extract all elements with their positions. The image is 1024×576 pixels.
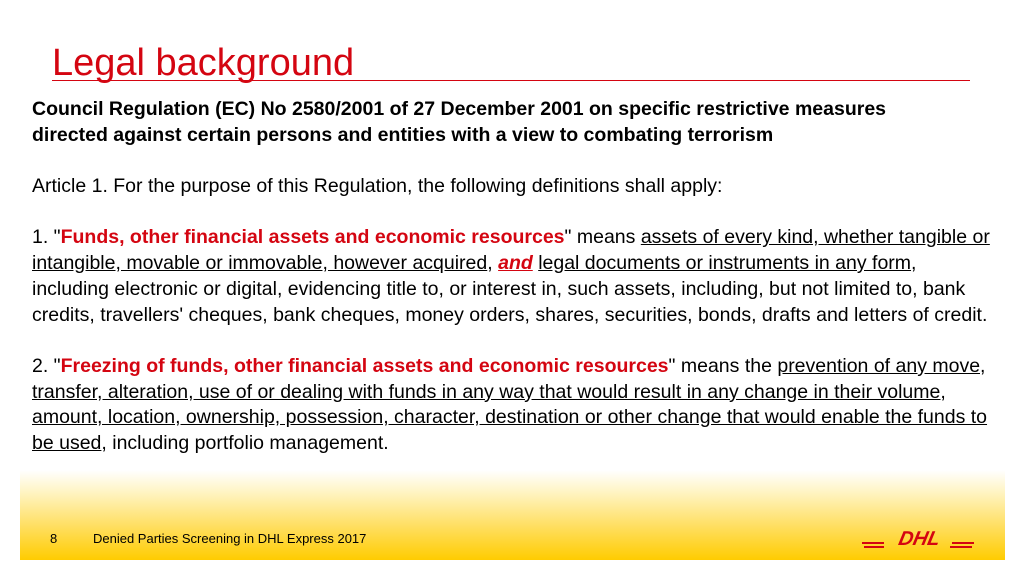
def1-term: Funds, other financial assets and economic resources [60, 226, 565, 249]
dhl-logo-icon [862, 527, 974, 551]
slide-body [32, 97, 992, 457]
def1-comma: , [487, 252, 499, 275]
title-underline [52, 80, 970, 81]
def1-underlined-b: legal documents or instruments in any form [538, 252, 912, 275]
slide-title: Legal background [52, 42, 355, 84]
def2-rest: , including portfolio management. [101, 432, 389, 455]
regulation-heading-line2: directed against certain persons and entities with a view to combating terrorism [32, 123, 774, 146]
def2-after-term: " means the [668, 354, 778, 377]
def1-rest: , including electronic or digital, evidencing title to, or interest in, such assets, including, but not limited to, bank credits, travellers' cheques, bank cheques, money orders, shares, securities, bonds, drafts and letters of credit. [32, 252, 988, 326]
spacer [32, 328, 992, 354]
regulation-heading [32, 97, 992, 148]
spacer [32, 148, 992, 174]
page-number: 8 [50, 531, 58, 546]
def1-and-word: and [498, 252, 533, 275]
def1-underlined-a: assets of every kind, whether tangible or intangible, movable or immovable, however acquired [32, 226, 990, 275]
article-intro: Article 1. For the purpose of this Regulation, the following definitions shall apply: [32, 175, 723, 198]
def2-prefix: 2. " [32, 354, 61, 377]
footer-text: Denied Parties Screening in DHL Express 2017 [93, 531, 367, 546]
def2-underlined: prevention of any move, transfer, alteration, use of or dealing with funds in any way that would result in any change in their volume, amount, location, ownership, possession, character, destination or other change that would enable the funds to be used [32, 354, 988, 455]
dhl-logo-text: DHL [896, 528, 943, 550]
regulation-heading-line1: Council Regulation (EC) No 2580/2001 of 27 December 2001 on specific restrictive measures [32, 98, 887, 120]
footer-band [20, 470, 1005, 560]
definition-2 [32, 354, 992, 457]
def1-after-term: " means [564, 226, 641, 249]
spacer [32, 200, 992, 226]
definition-1 [32, 225, 992, 328]
def1-prefix: 1. " [32, 226, 61, 249]
def2-term: Freezing of funds, other financial assets and economic resources [60, 354, 669, 377]
